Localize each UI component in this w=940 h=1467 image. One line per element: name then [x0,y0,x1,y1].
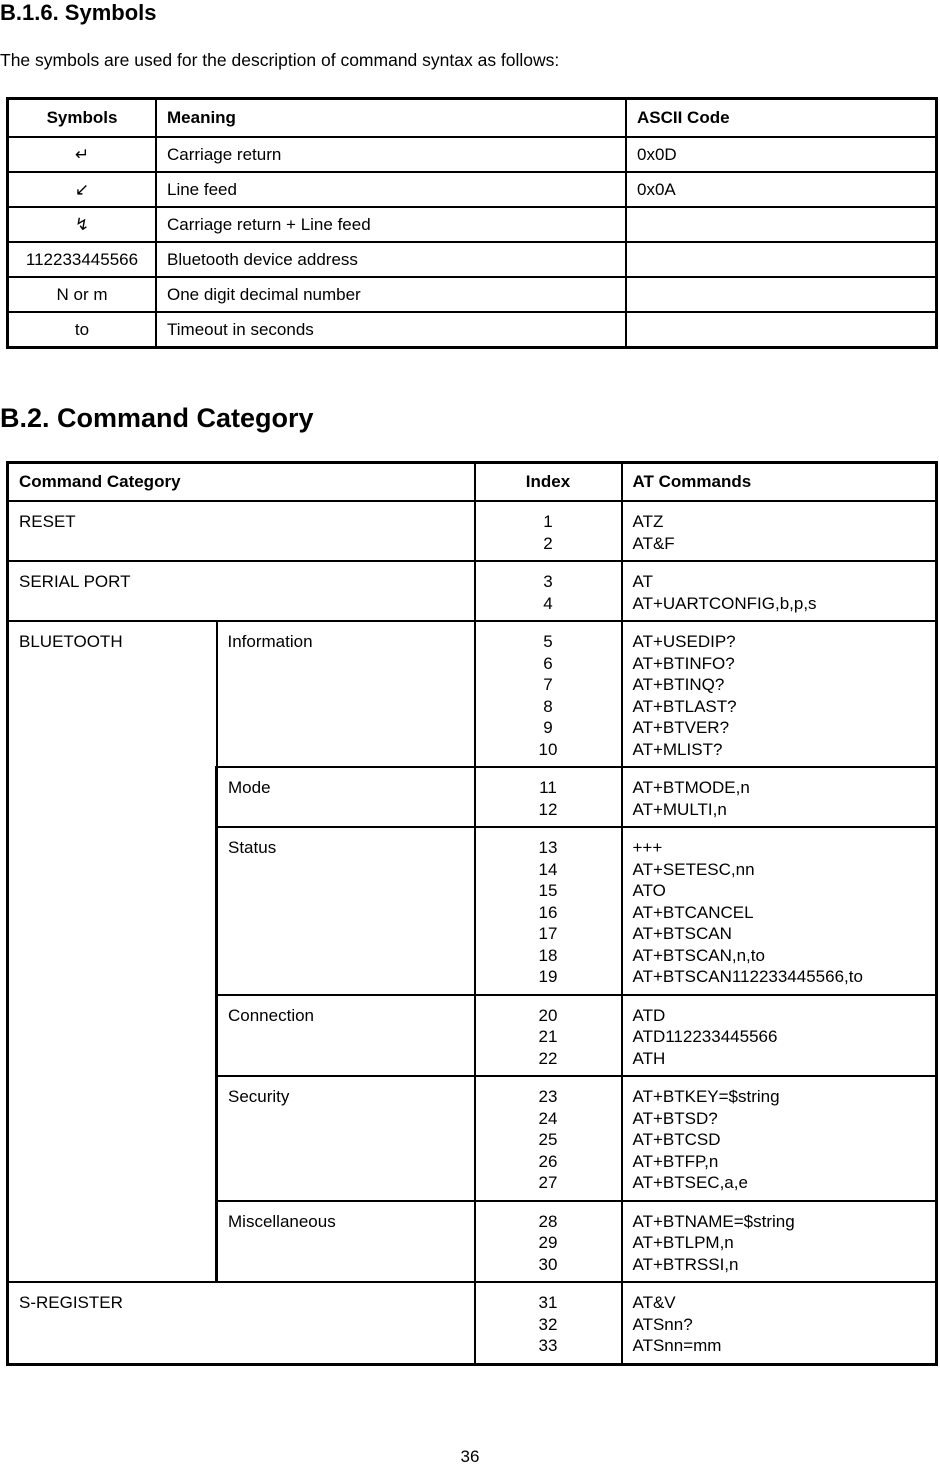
at-command: ATD112233445566 [632,1027,778,1046]
index-value: 33 [538,1336,558,1355]
index-value: 25 [538,1130,558,1149]
intro-text: The symbols are used for the description of command syntax as follows: [0,50,560,70]
index-value: 30 [538,1254,558,1274]
crlf-icon: ↯ [74,214,90,234]
symbol-cell [8,137,157,172]
line-feed-icon: ↙ [74,179,90,199]
at-command: AT+BTLPM,n [632,1233,734,1252]
table-row [8,501,937,561]
at-command: AT+MULTI,n [632,799,727,819]
symbol-cell [8,207,157,242]
commands-cell [622,1282,937,1364]
at-command: ATH [632,1048,666,1068]
index-value: 26 [538,1151,558,1171]
at-command: +++ [632,838,663,857]
at-command: AT+BTRSSI,n [632,1254,739,1274]
meaning-cell: Carriage return [156,137,626,172]
index-value: 6 [543,653,553,673]
index-value: 3 [543,572,553,591]
meaning-cell: Line feed [156,172,626,207]
at-command: AT+BTKEY=$string [632,1087,780,1106]
symbols-header-row [8,99,937,138]
carriage-return-icon: ↵ [74,144,90,164]
index-value: 13 [538,838,558,857]
code-cell [626,242,937,277]
index-value: 11 [539,778,557,797]
at-command: AT [632,572,653,591]
subcategory-cell: Miscellaneous [217,1201,475,1283]
index-value: 5 [543,632,553,651]
at-command: AT+UARTCONFIG,b,p,s [632,593,817,613]
subcategory-cell: Information [217,621,475,767]
col-header-meaning: Meaning [156,99,626,138]
commands-cell [622,1076,937,1201]
index-value: 9 [543,718,553,737]
index-value: 27 [538,1173,558,1192]
index-cell [475,827,622,995]
table-row [8,172,937,207]
at-command: ATSnn=mm [632,1336,722,1355]
table-row [8,621,937,767]
subcategory-cell: Status [217,827,475,995]
at-command: AT+BTSCAN112233445566,to [632,967,863,986]
index-cell [475,767,622,827]
index-value: 15 [538,881,558,900]
commands-cell [622,995,937,1077]
section-heading-commands: B.2. Command Category [0,403,314,433]
index-value: 10 [538,739,558,759]
index-value: 28 [538,1211,558,1231]
index-value: 20 [538,1005,558,1025]
commands-cell [622,1201,937,1283]
at-command: AT&F [632,533,675,553]
at-command: ATSnn? [632,1314,693,1334]
symbol-cell: to [8,312,157,348]
code-cell [626,277,937,312]
index-cell [475,1076,622,1201]
at-command: AT+BTFP,n [632,1151,719,1171]
index-cell [475,1282,622,1364]
at-command: AT+USEDIP? [632,632,736,651]
symbols-table [6,97,938,349]
commands-cell [622,561,937,621]
subcategory-cell: Connection [217,995,475,1077]
commands-cell [622,827,937,995]
at-command: AT+SETESC,nn [632,859,755,879]
index-value: 7 [543,675,553,694]
page-number: 36 [460,1447,480,1466]
meaning-cell: Timeout in seconds [156,312,626,348]
meaning-cell: Carriage return + Line feed [156,207,626,242]
index-value: 17 [538,924,558,943]
meaning-cell: Bluetooth device address [156,242,626,277]
category-cell: RESET [8,501,475,561]
index-value: 29 [538,1233,558,1252]
index-value: 21 [538,1027,558,1046]
code-cell: 0x0D [626,137,937,172]
commands-cell [622,621,937,767]
at-command: AT+BTSCAN,n,to [632,945,765,965]
index-value: 14 [538,859,558,879]
at-command: ATZ [632,512,664,531]
symbol-cell: N or m [8,277,157,312]
at-command: AT+BTMODE,n [632,778,750,797]
index-value: 31 [538,1293,558,1312]
index-value: 12 [538,799,558,819]
at-command: ATO [632,881,666,900]
index-value: 19 [538,967,558,986]
at-command: AT+BTVER? [632,718,730,737]
index-cell [475,501,622,561]
table-row [8,207,937,242]
index-value: 24 [538,1108,558,1128]
col-header-symbols: Symbols [8,99,157,138]
symbol-cell [8,172,157,207]
at-command: AT+BTSD? [632,1108,718,1128]
category-cell: S-REGISTER [8,1282,475,1364]
category-cell: BLUETOOTH [8,621,217,1282]
subcategory-cell: Mode [217,767,475,827]
index-value: 1 [543,512,553,531]
at-command: AT&V [632,1293,676,1312]
code-cell [626,207,937,242]
index-cell [475,995,622,1077]
index-value: 32 [538,1314,558,1334]
index-value: 8 [543,696,553,716]
code-cell [626,312,937,348]
at-command: AT+BTCSD [632,1130,721,1149]
table-row [8,277,937,312]
at-command: AT+BTSEC,a,e [632,1173,748,1192]
at-command: AT+BTSCAN [632,924,732,943]
col-header-commands: AT Commands [622,463,937,502]
index-cell [475,1201,622,1283]
symbol-cell: 112233445566 [8,242,157,277]
at-command: ATD [632,1005,666,1025]
index-value: 22 [538,1048,558,1068]
index-cell [475,621,622,767]
category-cell: SERIAL PORT [8,561,475,621]
index-value: 16 [538,902,558,922]
col-header-category: Command Category [8,463,475,502]
index-value: 2 [543,533,553,553]
at-command: AT+MLIST? [632,739,723,759]
subcategory-cell: Security [217,1076,475,1201]
index-value: 4 [543,593,553,613]
commands-cell [622,501,937,561]
meaning-cell: One digit decimal number [156,277,626,312]
table-row [8,1282,937,1364]
commands-cell [622,767,937,827]
table-row [8,561,937,621]
at-command: AT+BTLAST? [632,696,737,716]
section-heading-symbols: B.1.6. Symbols [0,0,157,25]
col-header-index: Index [475,463,622,502]
commands-header-row [8,463,937,502]
index-value: 18 [538,945,558,965]
table-row [8,242,937,277]
index-cell [475,561,622,621]
at-command: AT+BTNAME=$string [632,1211,795,1231]
command-category-table [6,461,938,1366]
at-command: AT+BTINQ? [632,675,725,694]
at-command: AT+BTINFO? [632,653,735,673]
table-row [8,312,937,348]
table-row [8,137,937,172]
index-value: 23 [538,1087,558,1106]
code-cell: 0x0A [626,172,937,207]
at-command: AT+BTCANCEL [632,902,754,922]
col-header-ascii: ASCII Code [626,99,937,138]
